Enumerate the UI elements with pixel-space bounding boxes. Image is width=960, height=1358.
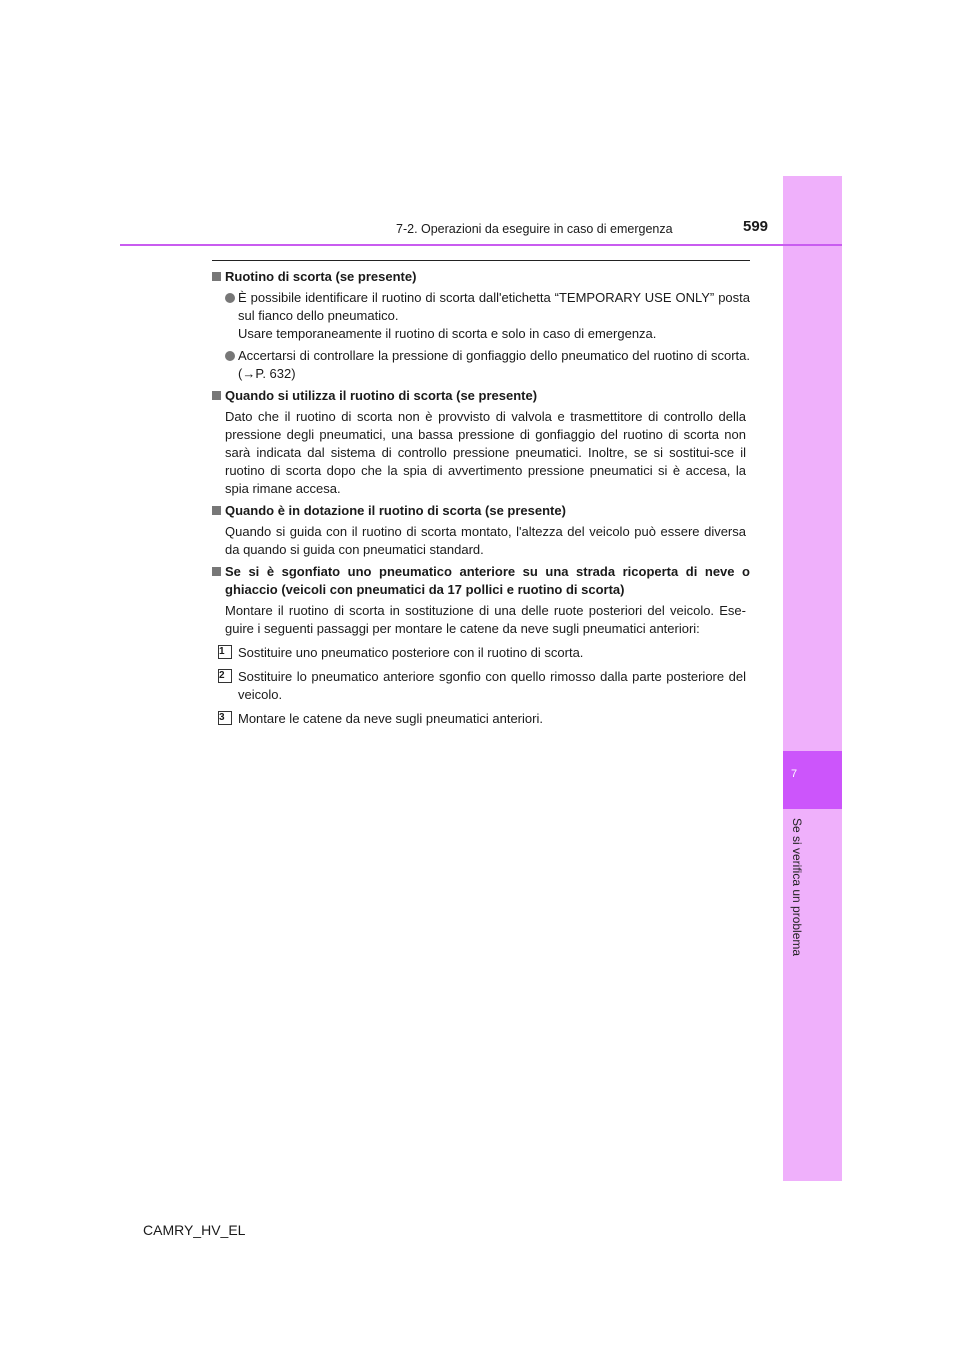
section-title: 7-2. Operazioni da eseguire in caso di emergenza [396, 222, 673, 236]
paragraph: Dato che il ruotino di scorta non è provvisto di valvola e trasmettitore di controllo della pressione degli pneumatici, una bassa pressione di gonfiaggio del ruotino di scorta non sarà indicata dal sistema di controllo pressione pneumatici. Inoltre, se si sostitui-sce il ruotino di scorta dopo che la spia di avvertimento pressione pneumatici si è accesa, la spia rimane accesa. [225, 409, 746, 496]
bullet-item [225, 289, 750, 343]
square-bullet-icon [212, 391, 221, 400]
square-bullet-icon [212, 506, 221, 515]
step-number: 1 [218, 645, 232, 659]
step-number: 2 [218, 669, 232, 683]
step-item [218, 710, 746, 728]
heading [212, 268, 750, 286]
heading-text: Quando si utilizza il ruotino di scorta (se presente) [225, 388, 538, 403]
bullet-dot-icon [225, 293, 235, 303]
step-item [218, 644, 746, 662]
heading [212, 502, 750, 520]
square-bullet-icon [212, 272, 221, 281]
square-bullet-icon [212, 567, 221, 576]
chapter-title: Se si verifica un problema [790, 818, 804, 957]
bullet-text: È possibile identificare il ruotino di scorta dall'etichetta “TEMPORARY USE ONLY” posta sul fianco dello pneumatico. Usare temporaneamente il ruotino di scorta e solo in caso di emergenza. [238, 290, 750, 341]
page-number: 599 [743, 218, 769, 235]
step-number: 3 [218, 711, 232, 725]
heading [212, 563, 750, 599]
heading-text: Ruotino di scorta (se presente) [225, 269, 417, 284]
chapter-side-tab [783, 176, 842, 1181]
heading-text: Quando è in dotazione il ruotino di scorta (se presente) [225, 503, 566, 518]
step-item [218, 668, 746, 704]
bullet-dot-icon [225, 351, 235, 361]
bullet-text: Accertarsi di controllare la pressione di gonfiaggio dello pneumatico del ruotino di scorta. (→P. 632) [238, 348, 750, 381]
paragraph: Quando si guida con il ruotino di scorta montato, l'altezza del veicolo può essere diversa da quando si guida con pneumatici standard. [225, 524, 746, 557]
divider [212, 260, 750, 261]
heading [212, 387, 750, 405]
heading-text: Se si è sgonfiato uno pneumatico anteriore su una strada ricoperta di neve o ghiaccio (veicoli con pneumatici da 17 pollici e ruotino di scorta) [225, 564, 750, 597]
bullet-item [225, 347, 750, 383]
header-rule [120, 244, 842, 246]
chapter-number: 7 [791, 768, 798, 780]
paragraph: Montare il ruotino di scorta in sostituzione di una delle ruote posteriori del veicolo. Ese-guire i seguenti passaggi per montare le catene da neve sugli pneumatici anteriori: [225, 603, 746, 636]
step-text: Montare le catene da neve sugli pneumatici anteriori. [238, 711, 543, 726]
footer-code: CAMRY_HV_EL [143, 1222, 246, 1238]
step-text: Sostituire uno pneumatico posteriore con il ruotino di scorta. [238, 645, 584, 660]
chapter-number-tab [783, 751, 842, 809]
step-text: Sostituire lo pneumatico anteriore sgonfio con quello rimosso dalla parte posteriore del veicolo. [238, 669, 746, 702]
